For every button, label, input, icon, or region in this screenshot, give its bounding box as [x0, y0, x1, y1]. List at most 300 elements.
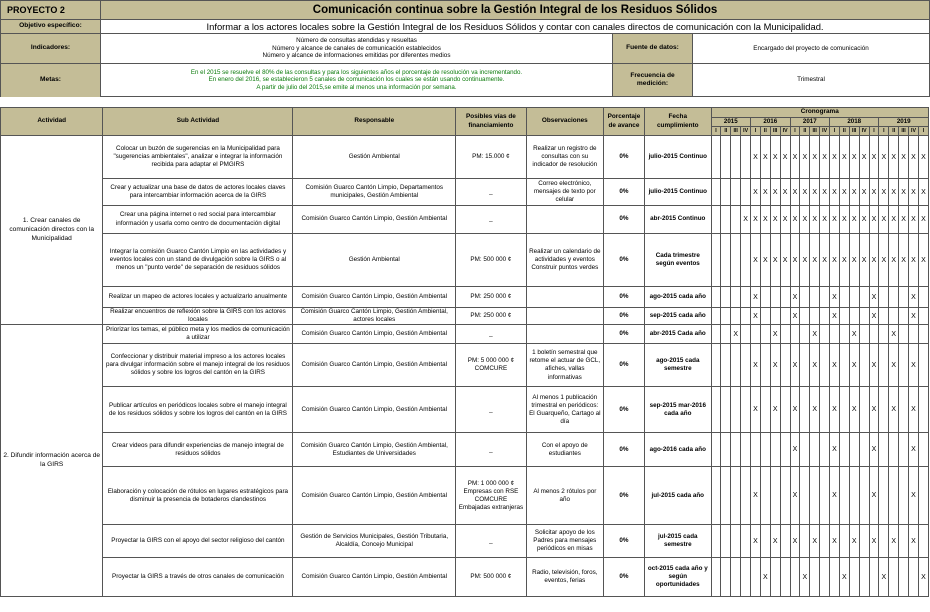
schedule-cell: X: [889, 525, 899, 558]
table-row: [1, 525, 929, 558]
schedule-cell: [770, 308, 780, 325]
schedule-cell: [760, 467, 770, 525]
progress-cell: 0%: [603, 325, 644, 344]
schedule-cell: [751, 325, 761, 344]
financing-cell: PM: 500 000 ¢: [456, 558, 527, 597]
schedule-cell: [721, 525, 731, 558]
sub-activity-cell: Realizar encuentros de reflexión sobre la GIRS con los actores locales: [103, 308, 293, 325]
progress-cell: 0%: [603, 179, 644, 206]
schedule-cell: X: [760, 558, 770, 597]
schedule-cell: X: [909, 433, 919, 467]
indicators-cell: [101, 34, 613, 64]
schedule-cell: X: [830, 179, 840, 206]
sub-activity-cell: Crear videos para difundir experiencias de manejo integral de residuos sólidos: [103, 433, 293, 467]
schedule-cell: X: [830, 433, 840, 467]
indicator-item: Número y alcance de canales de comunicación establecidos: [272, 44, 441, 52]
schedule-cell: [810, 308, 820, 325]
schedule-cell: [790, 558, 800, 597]
col-header-porcentaje: Porcentaje de avance: [603, 108, 644, 136]
year-header: 2018: [830, 118, 879, 127]
observations-cell: Solicitar apoyo de los Padres para mensajes periódicos en misas: [526, 525, 603, 558]
schedule-cell: [731, 179, 741, 206]
schedule-cell: [839, 525, 849, 558]
observations-cell: [526, 325, 603, 344]
schedule-cell: [839, 344, 849, 387]
col-header-actividad: Actividad: [1, 108, 103, 136]
responsible-cell: Comisión Guarco Cantón Limpio, Gestión Ambiental: [293, 387, 456, 433]
source-label: Fuente de datos:: [613, 34, 693, 64]
quarter-header: I: [879, 127, 889, 136]
schedule-cell: [721, 467, 731, 525]
schedule-cell: X: [918, 206, 928, 234]
schedule-cell: [731, 467, 741, 525]
quarter-header: II: [889, 127, 899, 136]
goal-item: En enero del 2016, se establecieron 5 canales de comunicación los cuales se están usando continuamente.: [208, 76, 505, 84]
table-row: [1, 136, 929, 179]
year-header: 2019: [879, 118, 929, 127]
date-cell: ago-2015 cada semestre: [645, 344, 712, 387]
col-header-fecha: Fecha cumplimiento: [645, 108, 712, 136]
schedule-cell: X: [770, 206, 780, 234]
schedule-cell: [839, 308, 849, 325]
schedule-cell: [711, 234, 721, 287]
schedule-cell: X: [889, 136, 899, 179]
observations-cell: [526, 308, 603, 325]
schedule-cell: X: [751, 387, 761, 433]
schedule-cell: [918, 525, 928, 558]
quarter-header: IV: [820, 127, 830, 136]
schedule-cell: [711, 344, 721, 387]
schedule-cell: X: [869, 467, 879, 525]
schedule-cell: [741, 344, 751, 387]
goal-item: En el 2015 se resuelve el 80% de las consultas y para los siguientes años el porcentaje de resolución va incrementando.: [190, 68, 523, 76]
schedule-cell: [859, 287, 869, 308]
schedule-cell: [800, 387, 810, 433]
table-row: [1, 234, 929, 287]
schedule-cell: X: [770, 344, 780, 387]
quarter-header: II: [800, 127, 810, 136]
responsible-cell: Gestión Ambiental: [293, 234, 456, 287]
financing-cell: _: [456, 325, 527, 344]
schedule-cell: X: [909, 179, 919, 206]
schedule-cell: [899, 467, 909, 525]
schedule-cell: [899, 558, 909, 597]
schedule-cell: [770, 467, 780, 525]
schedule-cell: [731, 136, 741, 179]
schedule-cell: X: [751, 206, 761, 234]
schedule-cell: [721, 179, 731, 206]
table-row: [1, 206, 929, 234]
schedule-cell: X: [918, 179, 928, 206]
schedule-cell: [760, 325, 770, 344]
schedule-cell: [879, 467, 889, 525]
financing-cell: PM: 250 000 ¢: [456, 308, 527, 325]
quarter-header: III: [849, 127, 859, 136]
quarter-header: III: [770, 127, 780, 136]
schedule-cell: X: [751, 525, 761, 558]
progress-cell: 0%: [603, 206, 644, 234]
schedule-cell: X: [849, 525, 859, 558]
quarter-header: II: [839, 127, 849, 136]
schedule-cell: X: [899, 206, 909, 234]
schedule-cell: X: [869, 433, 879, 467]
schedule-cell: X: [849, 206, 859, 234]
schedule-cell: [918, 287, 928, 308]
schedule-cell: X: [889, 206, 899, 234]
quarter-header: IV: [741, 127, 751, 136]
quarter-header: II: [760, 127, 770, 136]
responsible-cell: Gestión Ambiental: [293, 136, 456, 179]
schedule-cell: [879, 433, 889, 467]
schedule-cell: X: [770, 136, 780, 179]
schedule-cell: [820, 325, 830, 344]
schedule-cell: [820, 467, 830, 525]
schedule-cell: [741, 325, 751, 344]
responsible-cell: Comisión Guarco Cantón Limpio, Gestión Ambiental: [293, 325, 456, 344]
schedule-cell: [741, 433, 751, 467]
responsible-cell: Comisión Guarco Cantón Limpio, Gestión Ambiental: [293, 467, 456, 525]
col-header-responsable: Responsable: [293, 108, 456, 136]
schedule-cell: [770, 287, 780, 308]
schedule-cell: [711, 558, 721, 597]
schedule-cell: [918, 387, 928, 433]
frequency-value: Trimestral: [693, 64, 930, 97]
schedule-cell: X: [839, 234, 849, 287]
schedule-cell: X: [751, 308, 761, 325]
schedule-cell: X: [790, 467, 800, 525]
schedule-cell: [859, 325, 869, 344]
schedule-cell: [849, 287, 859, 308]
schedule-cell: [731, 308, 741, 325]
schedule-cell: X: [869, 387, 879, 433]
project-title: Comunicación continua sobre la Gestión Integral de los Residuos Sólidos: [101, 1, 930, 20]
schedule-cell: X: [879, 136, 889, 179]
schedule-cell: [889, 308, 899, 325]
schedule-cell: X: [849, 136, 859, 179]
schedule-cell: [780, 287, 790, 308]
schedule-cell: X: [731, 325, 741, 344]
indicator-item: Número de consultas atendidas y resueltas: [296, 36, 417, 44]
schedule-cell: [909, 558, 919, 597]
schedule-cell: [849, 308, 859, 325]
schedule-cell: [800, 308, 810, 325]
schedule-cell: [869, 558, 879, 597]
schedule-cell: [899, 387, 909, 433]
schedule-cell: [711, 308, 721, 325]
schedule-cell: X: [751, 179, 761, 206]
col-header-financiamiento: Posibles vías de financiamiento: [456, 108, 527, 136]
schedule-cell: [741, 136, 751, 179]
schedule-cell: [830, 325, 840, 344]
financing-cell: PM: 5 000 000 ¢ COMCURE: [456, 344, 527, 387]
schedule-cell: [780, 558, 790, 597]
schedule-cell: [849, 433, 859, 467]
financing-cell: PM: 1 000 000 ¢ Empresas con RSE COMCURE Embajadas extranjeras: [456, 467, 527, 525]
table-row: [1, 433, 929, 467]
date-cell: sep-2015 mar-2016 cada año: [645, 387, 712, 433]
responsible-cell: Comisión Guarco Cantón Limpio, Gestión Ambiental: [293, 558, 456, 597]
schedule-cell: [820, 287, 830, 308]
progress-cell: 0%: [603, 287, 644, 308]
observations-cell: Correo electrónico, mensajes de texto por celular: [526, 179, 603, 206]
date-cell: ago-2015 cada año: [645, 287, 712, 308]
schedule-cell: X: [800, 179, 810, 206]
schedule-cell: X: [780, 234, 790, 287]
schedule-cell: X: [849, 325, 859, 344]
schedule-cell: X: [889, 344, 899, 387]
schedule-cell: [711, 206, 721, 234]
quarter-header: III: [731, 127, 741, 136]
schedule-cell: X: [800, 234, 810, 287]
schedule-cell: [810, 467, 820, 525]
observations-cell: Al menos 1 publicación trimestral en periódicos: El Guarqueño, Cartago al día: [526, 387, 603, 433]
schedule-cell: [820, 558, 830, 597]
schedule-cell: X: [909, 525, 919, 558]
schedule-cell: [918, 308, 928, 325]
progress-cell: 0%: [603, 387, 644, 433]
col-header-observaciones: Observaciones: [526, 108, 603, 136]
schedule-cell: [810, 558, 820, 597]
sub-activity-cell: Crear y actualizar una base de datos de actores locales claves para intercambiar información acerca de la GIRS: [103, 179, 293, 206]
schedule-cell: X: [889, 234, 899, 287]
year-header: 2015: [711, 118, 751, 127]
schedule-cell: [711, 136, 721, 179]
schedule-cell: [770, 433, 780, 467]
schedule-cell: X: [751, 467, 761, 525]
schedule-cell: [790, 325, 800, 344]
date-cell: abr-2015 Cada año: [645, 325, 712, 344]
schedule-cell: [918, 325, 928, 344]
quarter-header: I: [869, 127, 879, 136]
responsible-cell: Comisión Guarco Cantón Limpio, Gestión Ambiental, Estudiantes de Universidades: [293, 433, 456, 467]
schedule-cell: X: [918, 234, 928, 287]
schedule-cell: [899, 525, 909, 558]
schedule-cell: X: [869, 287, 879, 308]
schedule-cell: [721, 206, 731, 234]
schedule-cell: X: [790, 308, 800, 325]
responsible-cell: Comisión Guarco Cantón Limpio, Gestión Ambiental: [293, 344, 456, 387]
project-label: PROYECTO 2: [1, 1, 101, 20]
observations-cell: Radio, televisión, foros, eventos, ferias: [526, 558, 603, 597]
schedule-cell: X: [869, 136, 879, 179]
schedule-cell: X: [751, 287, 761, 308]
observations-cell: [526, 206, 603, 234]
schedule-cell: [731, 287, 741, 308]
schedule-cell: [770, 558, 780, 597]
schedule-cell: [830, 558, 840, 597]
date-cell: jul-2015 cada año: [645, 467, 712, 525]
schedule-cell: X: [760, 136, 770, 179]
progress-cell: 0%: [603, 136, 644, 179]
schedule-cell: [879, 525, 889, 558]
schedule-cell: [741, 287, 751, 308]
goals-label: Metas:: [1, 64, 101, 97]
sub-activity-cell: Elaboración y colocación de rótulos en lugares estratégicos para disminuir la presencia de botaderos clandestinos: [103, 467, 293, 525]
financing-cell: PM: 500 000 ¢: [456, 234, 527, 287]
schedule-cell: X: [879, 206, 889, 234]
schedule-cell: [869, 325, 879, 344]
objective-text: Informar a los actores locales sobre la Gestión Integral de los Residuos Sólidos y contar con canales directos de comunicación con la Municipalidad.: [101, 20, 930, 34]
schedule-cell: X: [889, 179, 899, 206]
schedule-cell: X: [790, 525, 800, 558]
schedule-cell: X: [790, 136, 800, 179]
schedule-cell: [820, 308, 830, 325]
financing-cell: PM: 250 000 ¢: [456, 287, 527, 308]
progress-cell: 0%: [603, 467, 644, 525]
schedule-cell: [760, 344, 770, 387]
schedule-cell: X: [810, 325, 820, 344]
schedule-cell: [721, 287, 731, 308]
schedule-cell: X: [770, 179, 780, 206]
schedule-cell: [741, 558, 751, 597]
schedule-cell: [859, 467, 869, 525]
schedule-cell: [859, 433, 869, 467]
quarter-header: III: [810, 127, 820, 136]
date-cell: Cada trimestre según eventos: [645, 234, 712, 287]
schedule-cell: [918, 344, 928, 387]
schedule-cell: [711, 179, 721, 206]
indicator-item: Número y alcance de informaciones emitidas por diferentes medios: [262, 52, 451, 60]
schedule-cell: X: [810, 344, 820, 387]
schedule-cell: X: [899, 136, 909, 179]
financing-cell: _: [456, 387, 527, 433]
schedule-cell: X: [810, 525, 820, 558]
schedule-cell: [879, 308, 889, 325]
schedule-cell: X: [810, 234, 820, 287]
schedule-cell: [889, 467, 899, 525]
schedule-cell: X: [839, 206, 849, 234]
year-header: 2017: [790, 118, 830, 127]
responsible-cell: Comisión Guarco Cantón Limpio, Gestión Ambiental: [293, 287, 456, 308]
schedule-cell: X: [879, 234, 889, 287]
progress-cell: 0%: [603, 525, 644, 558]
schedule-cell: X: [918, 136, 928, 179]
schedule-cell: X: [820, 179, 830, 206]
schedule-cell: [721, 558, 731, 597]
schedule-cell: X: [909, 387, 919, 433]
sub-activity-cell: Proyectar la GIRS a través de otros canales de comunicación: [103, 558, 293, 597]
schedule-cell: X: [790, 387, 800, 433]
schedule-cell: [780, 433, 790, 467]
schedule-cell: X: [839, 136, 849, 179]
schedule-cell: X: [869, 206, 879, 234]
schedule-cell: [899, 433, 909, 467]
frequency-label: Frecuencia de medición:: [613, 64, 693, 97]
schedule-cell: [800, 433, 810, 467]
schedule-cell: X: [810, 387, 820, 433]
activity-name: 2. Difundir información acerca de la GIRS: [1, 325, 103, 597]
quarter-header: IV: [859, 127, 869, 136]
schedule-cell: X: [751, 234, 761, 287]
schedule-cell: X: [820, 206, 830, 234]
schedule-cell: [879, 344, 889, 387]
schedule-cell: X: [790, 206, 800, 234]
schedule-cell: X: [810, 179, 820, 206]
schedule-cell: [711, 433, 721, 467]
schedule-cell: X: [780, 179, 790, 206]
schedule-cell: [820, 525, 830, 558]
schedule-cell: [859, 308, 869, 325]
sub-activity-cell: Publicar artículos en periódicos locales sobre el manejo integral de los residuos sólidos y sobre los logros del cantón en la GIRS: [103, 387, 293, 433]
schedule-cell: [909, 325, 919, 344]
schedule-cell: X: [780, 206, 790, 234]
table-row: [1, 558, 929, 597]
col-header-sub-actividad: Sub Actividad: [103, 108, 293, 136]
schedule-cell: X: [800, 136, 810, 179]
schedule-cell: [731, 206, 741, 234]
schedule-cell: X: [830, 206, 840, 234]
schedule-cell: X: [751, 136, 761, 179]
schedule-cell: [711, 325, 721, 344]
schedule-cell: X: [879, 179, 889, 206]
responsible-cell: Comisión Guarco Cantón Limpio, Departamentos municipales, Gestión Ambiental: [293, 179, 456, 206]
responsible-cell: Comisión Guarco Cantón Limpio, Gestión Ambiental, actores locales: [293, 308, 456, 325]
schedule-cell: [839, 287, 849, 308]
observations-cell: [526, 287, 603, 308]
schedule-cell: X: [909, 287, 919, 308]
schedule-cell: [760, 287, 770, 308]
schedule-cell: [721, 387, 731, 433]
quarter-header: IV: [780, 127, 790, 136]
schedule-cell: [760, 387, 770, 433]
activities-table: [0, 107, 929, 597]
schedule-cell: [899, 308, 909, 325]
schedule-cell: [859, 387, 869, 433]
schedule-cell: [800, 344, 810, 387]
date-cell: abr-2015 Continuo: [645, 206, 712, 234]
schedule-cell: [711, 467, 721, 525]
schedule-cell: [918, 467, 928, 525]
schedule-cell: [820, 344, 830, 387]
schedule-cell: X: [780, 136, 790, 179]
date-cell: sep-2015 cada año: [645, 308, 712, 325]
schedule-cell: [879, 325, 889, 344]
schedule-cell: X: [849, 234, 859, 287]
schedule-cell: [721, 325, 731, 344]
observations-cell: Con el apoyo de estudiantes: [526, 433, 603, 467]
schedule-cell: [849, 558, 859, 597]
schedule-cell: X: [760, 206, 770, 234]
schedule-cell: [741, 234, 751, 287]
schedule-cell: [849, 467, 859, 525]
goals-cell: [101, 64, 613, 97]
date-cell: julio-2015 Continuo: [645, 136, 712, 179]
schedule-cell: X: [869, 308, 879, 325]
schedule-cell: X: [800, 558, 810, 597]
table-row: [1, 325, 929, 344]
progress-cell: 0%: [603, 344, 644, 387]
table-row: [1, 308, 929, 325]
schedule-cell: X: [790, 287, 800, 308]
financing-cell: _: [456, 206, 527, 234]
schedule-cell: [780, 467, 790, 525]
schedule-cell: [741, 179, 751, 206]
schedule-cell: [760, 525, 770, 558]
schedule-cell: [889, 558, 899, 597]
schedule-cell: [731, 234, 741, 287]
sub-activity-cell: Integrar la comisión Guarco Cantón Limpio en las actividades y eventos locales con un stand de divulgación sobre la GIRS o al menos un "punto verde" de separación de residuos sólidos: [103, 234, 293, 287]
schedule-cell: X: [760, 179, 770, 206]
schedule-cell: X: [751, 344, 761, 387]
schedule-cell: [810, 287, 820, 308]
schedule-cell: [820, 433, 830, 467]
quarter-header: III: [899, 127, 909, 136]
schedule-cell: [721, 136, 731, 179]
schedule-cell: [810, 433, 820, 467]
schedule-cell: [721, 433, 731, 467]
schedule-cell: X: [869, 525, 879, 558]
schedule-cell: [721, 234, 731, 287]
